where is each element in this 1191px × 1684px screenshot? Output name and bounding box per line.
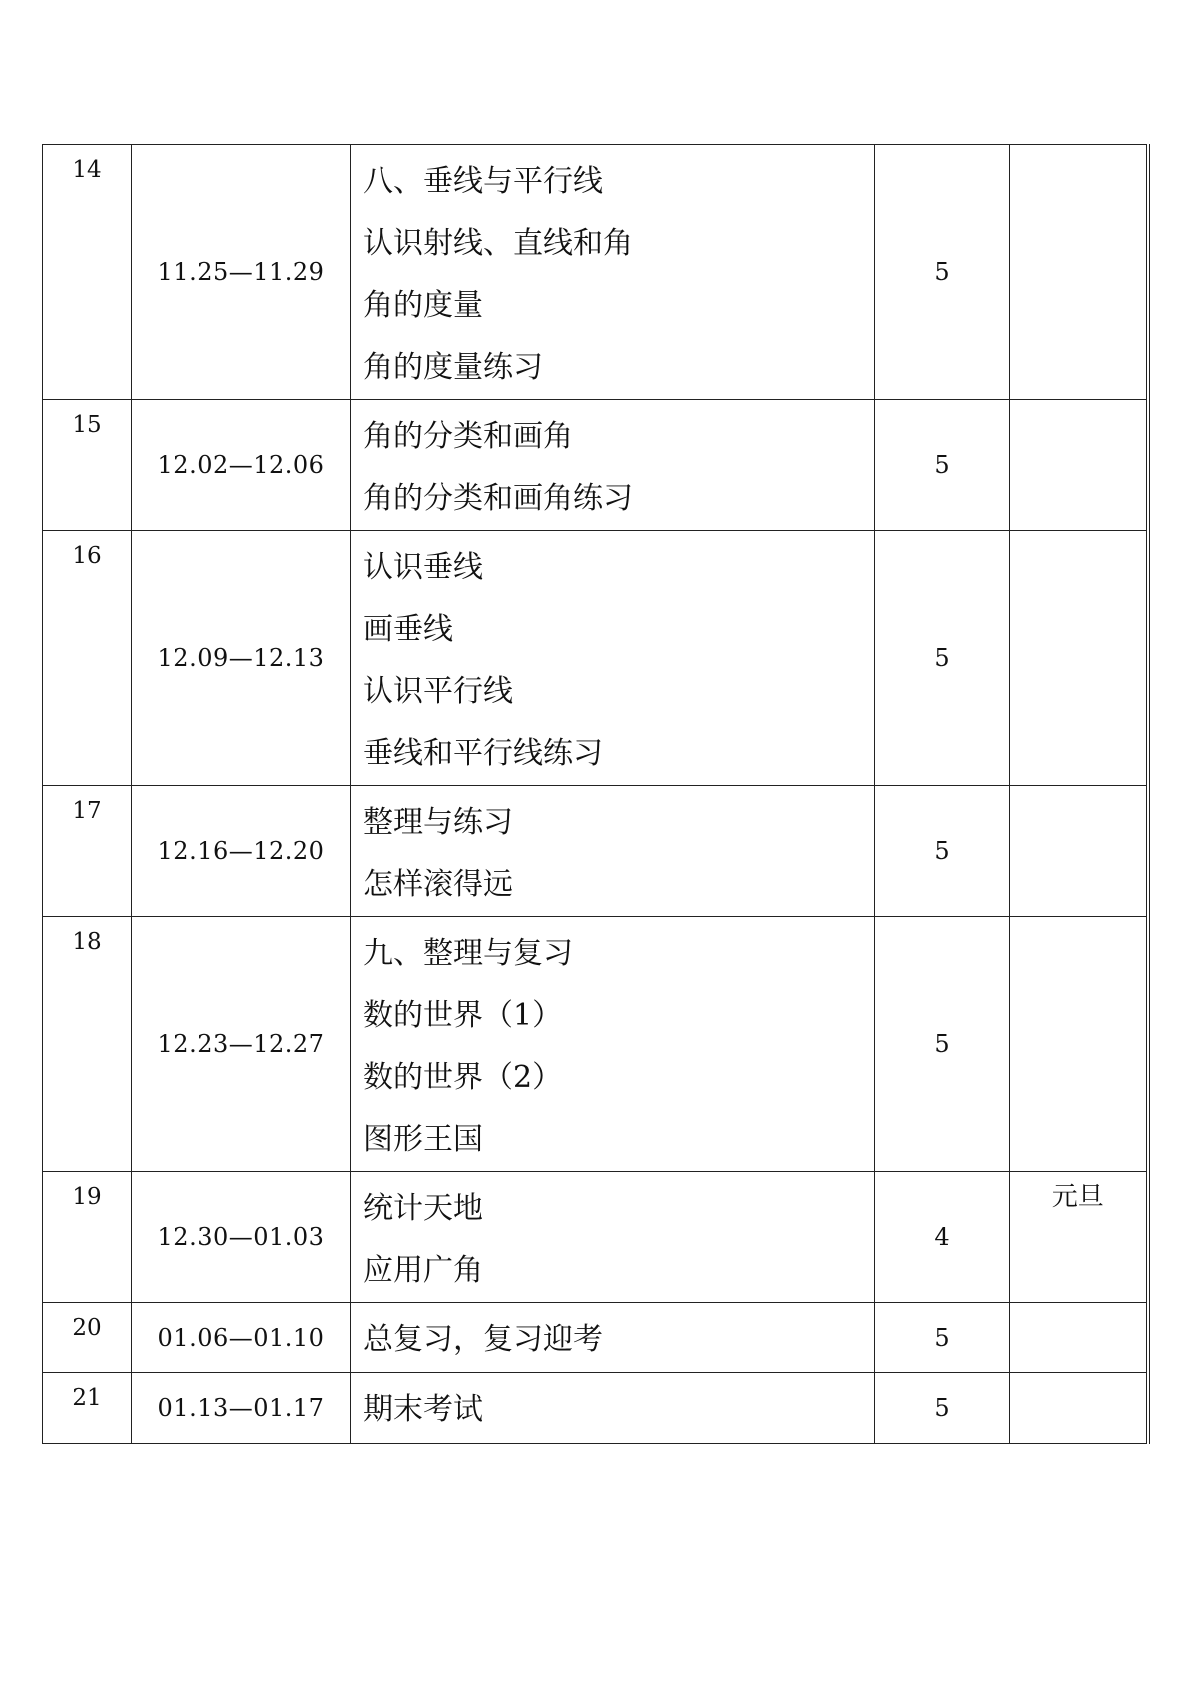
content-cell — [351, 917, 875, 1172]
table-row — [43, 1303, 1148, 1373]
content-line: 垂线和平行线练习 — [363, 736, 603, 771]
week-number: 14 — [72, 157, 102, 183]
content-line: 认识平行线 — [363, 674, 513, 709]
table-row — [43, 1172, 1148, 1303]
date-range: 01.13—01.17 — [157, 1394, 325, 1422]
content-line: 认识垂线 — [363, 550, 483, 585]
hours-cell — [875, 786, 1010, 917]
content-line: 角的度量 — [363, 288, 483, 323]
date-cell — [132, 786, 351, 917]
content-cell — [351, 1373, 875, 1444]
week-number: 17 — [72, 798, 102, 824]
note-cell — [1010, 1303, 1148, 1373]
hours-cell — [875, 531, 1010, 786]
date-cell — [132, 1172, 351, 1303]
note-text: 元旦 — [1051, 1182, 1104, 1212]
note-text — [1010, 917, 1146, 929]
hours-cell — [875, 1172, 1010, 1303]
content-line: 总复习，复习迎考 — [363, 1322, 603, 1357]
date-range: 12.30—01.03 — [157, 1223, 325, 1251]
content-cell — [351, 531, 875, 786]
date-range: 12.02—12.06 — [157, 451, 325, 479]
note-text — [1010, 145, 1146, 157]
content-cell — [351, 1303, 875, 1373]
week-cell — [43, 1373, 132, 1444]
date-cell — [132, 400, 351, 531]
content-line: 九、整理与复习 — [363, 936, 573, 971]
hours-cell — [875, 917, 1010, 1172]
week-number: 16 — [72, 543, 102, 569]
lesson-hours: 5 — [934, 1323, 950, 1352]
date-range: 12.23—12.27 — [157, 1030, 325, 1058]
note-text — [1010, 1303, 1146, 1315]
note-text — [1010, 531, 1146, 543]
content-line: 应用广角 — [363, 1253, 483, 1288]
date-cell — [132, 1303, 351, 1373]
content-line: 怎样滚得远 — [363, 867, 513, 902]
hours-cell — [875, 400, 1010, 531]
content-line: 画垂线 — [363, 612, 453, 647]
table-row — [43, 400, 1148, 531]
lesson-hours: 4 — [934, 1223, 950, 1251]
week-number: 20 — [72, 1315, 102, 1341]
hours-cell — [875, 145, 1010, 400]
week-number: 19 — [72, 1184, 102, 1210]
hours-cell — [875, 1303, 1010, 1373]
lesson-hours: 5 — [934, 837, 950, 865]
lesson-hours: 5 — [934, 258, 950, 286]
note-cell — [1010, 1172, 1148, 1303]
note-text — [1010, 400, 1146, 412]
date-range: 01.06—01.10 — [157, 1323, 325, 1352]
content-line: 认识射线、直线和角 — [363, 226, 633, 261]
week-cell — [43, 917, 132, 1172]
content-cell — [351, 786, 875, 917]
week-cell — [43, 786, 132, 917]
content-cell — [351, 145, 875, 400]
week-cell — [43, 400, 132, 531]
content-cell — [351, 400, 875, 531]
note-cell — [1010, 531, 1148, 786]
date-range: 11.25—11.29 — [157, 258, 325, 286]
note-text — [1010, 786, 1146, 798]
note-cell — [1010, 400, 1148, 531]
content-line: 整理与练习 — [363, 805, 513, 840]
lesson-hours: 5 — [934, 644, 950, 672]
content-line: 八、垂线与平行线 — [363, 164, 603, 199]
lesson-hours: 5 — [934, 1030, 950, 1058]
week-number: 15 — [72, 412, 102, 438]
note-cell — [1010, 917, 1148, 1172]
note-cell — [1010, 1373, 1148, 1444]
content-line: 数的世界（2） — [363, 1060, 563, 1095]
date-range: 12.16—12.20 — [157, 837, 325, 865]
teaching-schedule-table — [42, 144, 1150, 1444]
content-line: 角的度量练习 — [363, 350, 543, 385]
content-line: 角的分类和画角 — [363, 419, 573, 454]
week-number: 21 — [72, 1385, 102, 1411]
content-line: 统计天地 — [363, 1191, 483, 1226]
content-line: 期末考试 — [363, 1392, 483, 1427]
note-text — [1010, 1373, 1146, 1385]
week-cell — [43, 531, 132, 786]
hours-cell — [875, 1373, 1010, 1444]
date-cell — [132, 917, 351, 1172]
table-row — [43, 917, 1148, 1172]
table-row — [43, 531, 1148, 786]
date-cell — [132, 531, 351, 786]
table-row — [43, 145, 1148, 400]
table-row — [43, 786, 1148, 917]
content-line: 角的分类和画角练习 — [363, 481, 633, 516]
week-cell — [43, 1303, 132, 1373]
content-cell — [351, 1172, 875, 1303]
content-line: 图形王国 — [363, 1122, 483, 1157]
note-cell — [1010, 786, 1148, 917]
date-range: 12.09—12.13 — [157, 644, 325, 672]
week-number: 18 — [72, 929, 102, 955]
week-cell — [43, 145, 132, 400]
content-line: 数的世界（1） — [363, 998, 563, 1033]
note-cell — [1010, 145, 1148, 400]
week-cell — [43, 1172, 132, 1303]
date-cell — [132, 145, 351, 400]
lesson-hours: 5 — [934, 451, 950, 479]
date-cell — [132, 1373, 351, 1444]
lesson-hours: 5 — [934, 1394, 950, 1422]
table-row — [43, 1373, 1148, 1444]
